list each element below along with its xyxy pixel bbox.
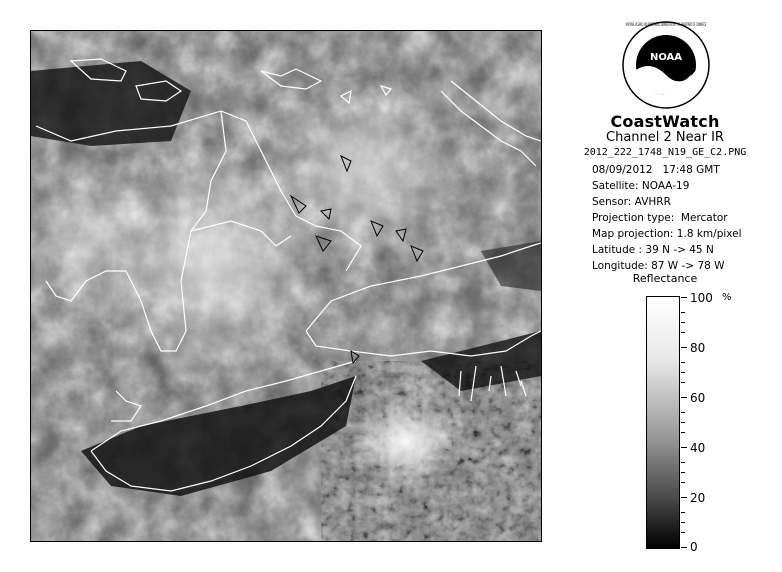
satellite-image: [30, 30, 542, 542]
channel-label: Channel 2 Near IR: [606, 130, 724, 145]
satellite-label: Satellite: NOAA-19: [592, 180, 690, 192]
scale-tick: [681, 297, 687, 298]
scale-tick: [681, 397, 687, 398]
reflectance-colorbar: [646, 296, 680, 549]
map-projection-label: Map projection: 1.8 km/pixel: [592, 228, 742, 240]
scale-unit: %: [722, 292, 732, 303]
scale-label-0: 0: [690, 540, 698, 554]
info-panel: [560, 0, 782, 572]
scale-label-60: 60: [690, 391, 706, 405]
scale-tick: [681, 347, 687, 348]
bright-convection: [351, 396, 461, 486]
scale-tick: [681, 447, 687, 448]
scale-tick: [681, 497, 687, 498]
datetime-label: 08/09/2012 17:48 GMT: [592, 164, 720, 176]
scale-label-40: 40: [690, 441, 706, 455]
noaa-logo-text: NOAA: [649, 52, 683, 63]
scale-tick: [681, 547, 687, 548]
scale-label-100: 100: [690, 291, 713, 305]
scale-label-20: 20: [690, 491, 706, 505]
sensor-label: Sensor: AVHRR: [592, 196, 671, 208]
product-title: CoastWatch: [610, 112, 720, 131]
scale-label-80: 80: [690, 341, 706, 355]
satellite-image-svg: [31, 31, 541, 541]
reflectance-title: Reflectance: [632, 272, 698, 285]
filename-label: 2012_222_1748_N19_GE_C2.PNG: [583, 147, 747, 158]
noaa-logo: [621, 20, 711, 110]
noaa-logo-ring-text: NATIONAL OCEANIC AND ATMOSPHERIC ADMINISTRATION · U.S. DEPARTMENT OF COMMERCE: [626, 22, 707, 27]
noaa-logo-icon: [621, 20, 711, 110]
latitude-label: Latitude : 39 N -> 45 N: [592, 244, 714, 256]
longitude-label: Longitude: 87 W -> 78 W: [592, 260, 725, 272]
projection-type-label: Projection type: Mercator: [592, 212, 728, 224]
